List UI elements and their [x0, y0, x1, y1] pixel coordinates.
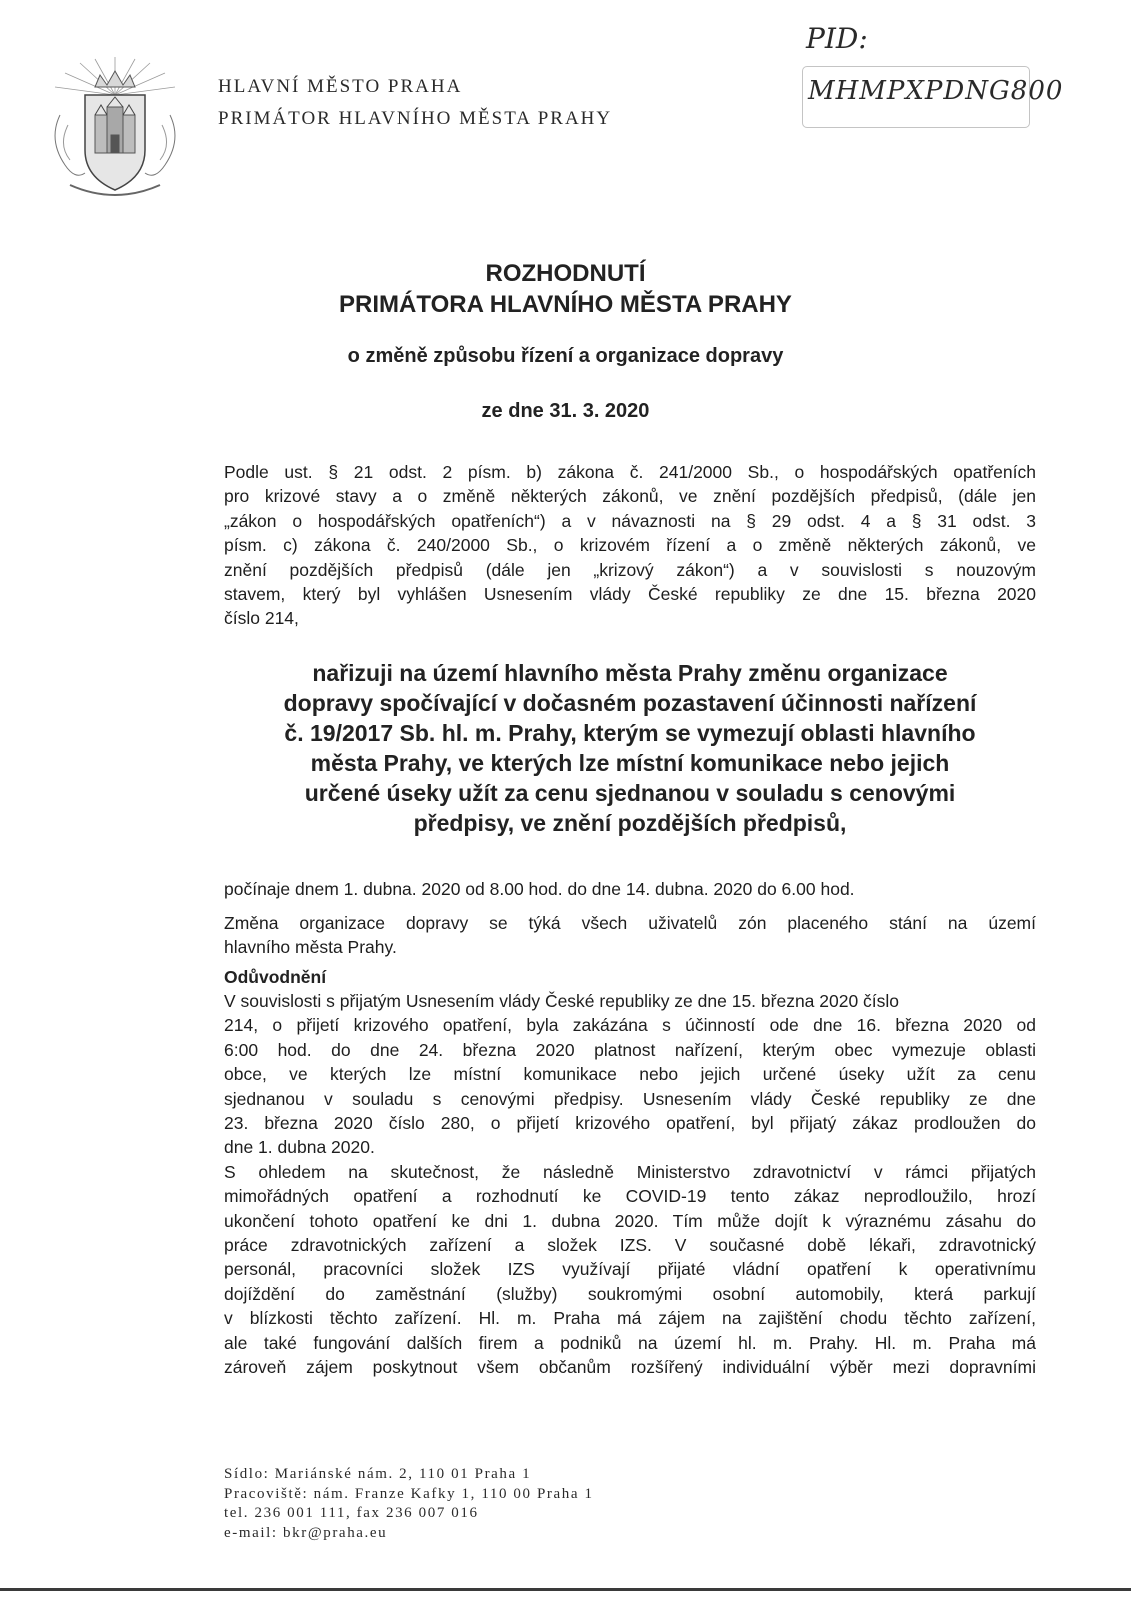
paragraph-line: mimořádných opatření a rozhodnutí ke COVID-19 tento zákaz neprodloužilo, hrozí [224, 1186, 1036, 1207]
organization-name: HLAVNÍ MĚSTO PRAHA [218, 76, 463, 97]
paragraph-line: „zákon o hospodářských opatřeních“) a v návaznosti na § 29 odst. 4 a § 31 odst. 3 [224, 510, 1036, 531]
order-line: určené úseky užít za cenu sjednanou v souladu s cenovými [304, 780, 956, 806]
paragraph-line: S ohledem na skutečnost, že následně Ministerstvo zdravotnictví v rámci přijatých [224, 1161, 1036, 1182]
order-line: nařizuji na území hlavního města Prahy změnu organizace [312, 660, 948, 686]
paragraph-line: Podle ust. § 21 odst. 2 písm. b) zákona č. 241/2000 Sb., o hospodářských opatřeních [224, 462, 1036, 482]
order-line: č. 19/2017 Sb. hl. m. Prahy, kterým se vymezují oblasti hlavního [284, 720, 976, 746]
reasoning-paragraph [224, 989, 1036, 1380]
paragraph-line: hlavního města Prahy. [224, 937, 397, 958]
footer-email: e-mail: bkr@praha.eu [224, 1524, 388, 1541]
order-line: předpisy, ve znění pozdějších předpisů, [413, 810, 847, 836]
effective-period [224, 877, 1036, 901]
order-line: města Prahy, ve kterých lze místní komunikace nebo jejich [310, 750, 950, 776]
order-line: dopravy spočívající v dočasném pozastavení účinnosti nařízení [283, 690, 977, 716]
paragraph-line: číslo 214, [224, 608, 299, 629]
prague-coat-of-arms-logo [40, 55, 190, 205]
scope-paragraph [224, 911, 1036, 960]
paragraph-line: v blízkosti těchto zařízení. Hl. m. Praha má zájem na zajištění chodu těchto zařízení, [224, 1308, 1036, 1329]
paragraph-line: Změna organizace dopravy se týká všech uživatelů zón placeného stání na území [224, 913, 1036, 933]
paragraph-line: zároveň zájem poskytnout všem občanům rozšířený individuální výběr mezi dopravními [224, 1357, 1036, 1378]
footer-workplace: Pracoviště: nám. Franze Kafky 1, 110 00 Praha 1 [224, 1485, 594, 1502]
pid-value: MHMPXPDNG800 [808, 76, 1064, 106]
paragraph-line: počínaje dnem 1. dubna. 2020 od 8.00 hod. do dne 14. dubna. 2020 do 6.00 hod. [224, 879, 855, 899]
paragraph-line: dojíždění do zaměstnání (služby) soukromými osobní automobily, která parkují [224, 1283, 1036, 1304]
page-bottom-edge [0, 1588, 1131, 1591]
document-title: ROZHODNUTÍ [485, 260, 646, 287]
document-date: ze dne 31. 3. 2020 [481, 400, 650, 422]
footer-phone: tel. 236 001 111, fax 236 007 016 [224, 1505, 479, 1521]
document-title-issuer: PRIMÁTORA HLAVNÍHO MĚSTA PRAHY [339, 291, 792, 318]
legal-basis-paragraph [224, 460, 1036, 631]
paragraph-line: 23. března 2020 číslo 280, o přijetí krizového opatření, byl přijatý zákaz prodloužen do [224, 1113, 1036, 1134]
paragraph-line: znění pozdějších předpisů (dále jen „krizový zákon“) a v souvislosti s nouzovým [224, 559, 1036, 580]
document-subtitle: o změně způsobu řízení a organizace dopravy [347, 345, 784, 367]
paragraph-line: písm. c) zákona č. 240/2000 Sb., o krizovém řízení a o změně některých zákonů, ve [224, 535, 1036, 556]
order-statement [224, 658, 1036, 838]
footer-address: Sídlo: Mariánské nám. 2, 110 01 Praha 1 [224, 1466, 532, 1482]
paragraph-line: pro krizové stavy a o změně některých zákonů, ve znění pozdějších předpisů, (dále jen [224, 486, 1036, 507]
paragraph-line: 6:00 hod. do dne 24. března 2020 platnost nařízení, kterým obec vymezuje oblasti [224, 1039, 1036, 1060]
pid-label: PID: [806, 22, 868, 55]
paragraph-line: dne 1. dubna 2020. [224, 1137, 375, 1158]
paragraph-line: sjednanou v souladu s cenovými předpisy. Usnesením vlády České republiky ze dne [224, 1088, 1036, 1109]
paragraph-line: personál, pracovníci složek IZS využívají přijaté vládní opatření k operativnímu [224, 1259, 1036, 1280]
paragraph-line: V souvislosti s přijatým Usnesením vlády České republiky ze dne 15. března 2020 číslo [224, 991, 900, 1011]
paragraph-line: ale také fungování dalších firem a podniků na území hl. m. Prahy. Hl. m. Praha má [224, 1332, 1036, 1353]
paragraph-line: stavem, který byl vyhlášen Usnesením vlády České republiky ze dne 15. března 2020 [224, 584, 1036, 605]
contact-footer [224, 1465, 594, 1543]
organization-office: PRIMÁTOR HLAVNÍHO MĚSTA PRAHY [218, 108, 613, 129]
reasoning-heading: Odůvodnění [224, 967, 327, 987]
paragraph-line: práce zdravotnických zařízení a složek IZS. V současné době lékaři, zdravotnický [224, 1235, 1036, 1256]
paragraph-line: obce, ve kterých lze místní komunikace nebo jejich určené úseky užít za cenu [224, 1064, 1036, 1085]
paragraph-line: ukončení tohoto opatření ke dni 1. dubna 2020. Tím může dojít k výraznému zásahu do [224, 1210, 1036, 1231]
paragraph-line: 214, o přijetí krizového opatření, byla zakázána s účinností ode dne 16. března 2020 od [224, 1015, 1036, 1036]
